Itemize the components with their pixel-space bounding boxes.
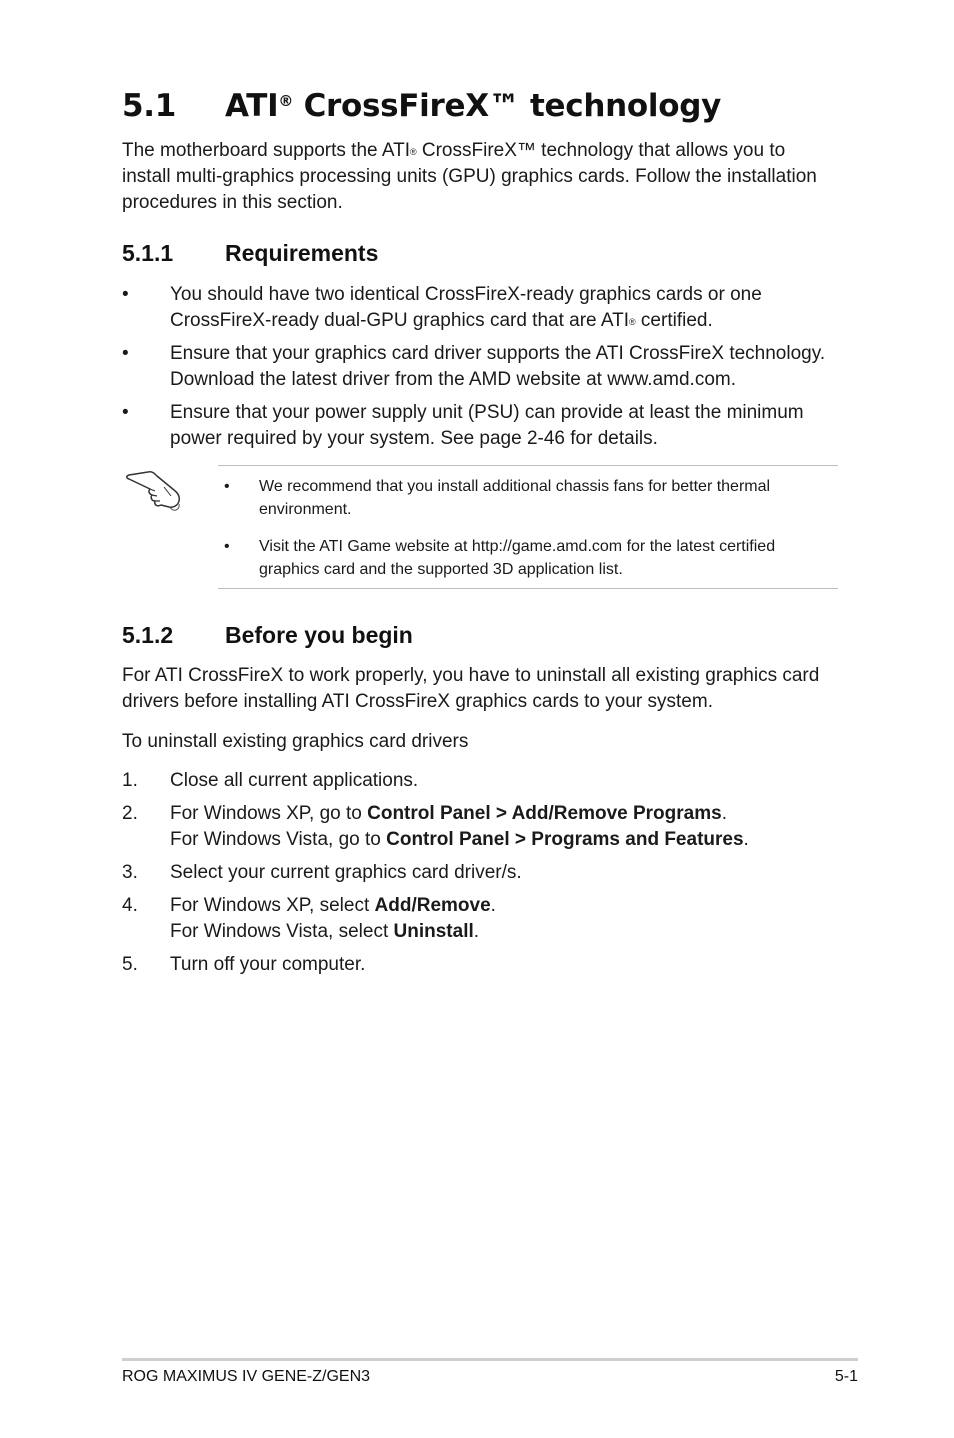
step-text: . bbox=[490, 895, 496, 916]
menu-path: Control Panel > Programs and Features bbox=[386, 829, 744, 850]
note-bottom-rule bbox=[218, 588, 838, 589]
menu-path: Uninstall bbox=[393, 921, 474, 942]
item-line: Ensure that your graphics card driver supports the ATI CrossFireX technology. bbox=[170, 343, 826, 364]
uninstall-subtitle: To uninstall existing graphics card drivers bbox=[122, 731, 469, 752]
step-number: 3. bbox=[122, 862, 138, 883]
step-text: Turn off your computer. bbox=[170, 954, 366, 975]
step-item bbox=[122, 893, 842, 945]
intro-line2: install multi-graphics processing units (GPU) graphics cards. Follow the installation bbox=[122, 166, 817, 187]
heading-number: 5.1.2 bbox=[122, 622, 174, 648]
note-line: Visit the ATI Game website at http://game.amd.com for the latest certified bbox=[259, 538, 776, 555]
step-number: 5. bbox=[122, 954, 138, 975]
before-you-begin-heading bbox=[122, 622, 413, 649]
step-number: 2. bbox=[122, 803, 138, 824]
bullet: • bbox=[224, 538, 230, 555]
heading-title: Before you begin bbox=[225, 622, 413, 648]
step-text: . bbox=[721, 803, 727, 824]
hand-pointer-icon bbox=[124, 463, 188, 518]
step-text: . bbox=[473, 921, 480, 942]
bullet: • bbox=[122, 343, 129, 364]
item-line: You should have two identical CrossFireX-ready graphics cards or one bbox=[170, 284, 762, 305]
requirements-heading bbox=[122, 240, 378, 267]
intro-line1b: CrossFireX™ technology that allows you to bbox=[416, 140, 786, 161]
bullet: • bbox=[122, 402, 129, 423]
step-item bbox=[122, 768, 842, 794]
title-rest: CrossFireX™ technology bbox=[293, 88, 721, 124]
footer-rule bbox=[122, 1358, 858, 1361]
step-text: . bbox=[743, 829, 749, 850]
item-line: CrossFireX-ready dual-GPU graphics card that are ATI bbox=[170, 310, 629, 331]
step-text: For Windows XP, select bbox=[170, 895, 375, 916]
step-item bbox=[122, 952, 842, 978]
heading-title: Requirements bbox=[225, 240, 379, 266]
note-line: We recommend that you install additional chassis fans for better thermal bbox=[259, 478, 771, 495]
note-top-rule bbox=[218, 465, 838, 466]
step-text: Close all current applications. bbox=[170, 770, 419, 791]
note-item bbox=[224, 475, 824, 521]
note-line: environment. bbox=[259, 501, 352, 518]
step-number: 1. bbox=[122, 770, 138, 791]
bullet: • bbox=[224, 478, 230, 495]
step-item bbox=[122, 860, 842, 886]
footer-model: ROG MAXIMUS IV GENE-Z/GEN3 bbox=[122, 1368, 371, 1385]
step-text: For Windows Vista, go to bbox=[170, 829, 387, 850]
note-item bbox=[224, 535, 824, 581]
paragraph-line: drivers before installing ATI CrossFireX graphics cards to your system. bbox=[122, 691, 713, 712]
step-number: 4. bbox=[122, 895, 138, 916]
registered-mark: ® bbox=[409, 147, 417, 157]
list-item bbox=[122, 341, 842, 393]
item-line: certified. bbox=[635, 310, 713, 331]
item-line: power required by your system. See page 2-46 for details. bbox=[170, 428, 658, 449]
step-text: Select your current graphics card driver/s. bbox=[170, 862, 522, 883]
section-number: 5.1 bbox=[122, 88, 177, 124]
page-number: 5-1 bbox=[834, 1368, 858, 1385]
step-item bbox=[122, 801, 842, 853]
list-item bbox=[122, 282, 842, 334]
step-text: For Windows Vista, select bbox=[170, 921, 394, 942]
bullet: • bbox=[122, 284, 129, 305]
heading-number: 5.1.1 bbox=[122, 240, 174, 266]
item-line: Download the latest driver from the AMD website at www.amd.com. bbox=[170, 369, 737, 390]
page-title bbox=[122, 88, 721, 124]
title-ati: ATI bbox=[225, 88, 279, 124]
paragraph-line: For ATI CrossFireX to work properly, you have to uninstall all existing graphics card bbox=[122, 665, 820, 686]
note-line: graphics card and the supported 3D application list. bbox=[259, 561, 623, 578]
step-text: For Windows XP, go to bbox=[170, 803, 368, 824]
intro-line3: procedures in this section. bbox=[122, 192, 343, 213]
intro-paragraph bbox=[122, 138, 852, 216]
registered-mark: ® bbox=[629, 317, 636, 327]
item-line: Ensure that your power supply unit (PSU) can provide at least the minimum bbox=[170, 402, 804, 423]
registered-mark: ® bbox=[278, 92, 294, 110]
menu-path: Add/Remove bbox=[374, 895, 491, 916]
before-paragraph bbox=[122, 663, 862, 715]
menu-path: Control Panel > Add/Remove Programs bbox=[367, 803, 722, 824]
list-item bbox=[122, 400, 842, 452]
intro-line1a: The motherboard supports the ATI bbox=[122, 140, 410, 161]
